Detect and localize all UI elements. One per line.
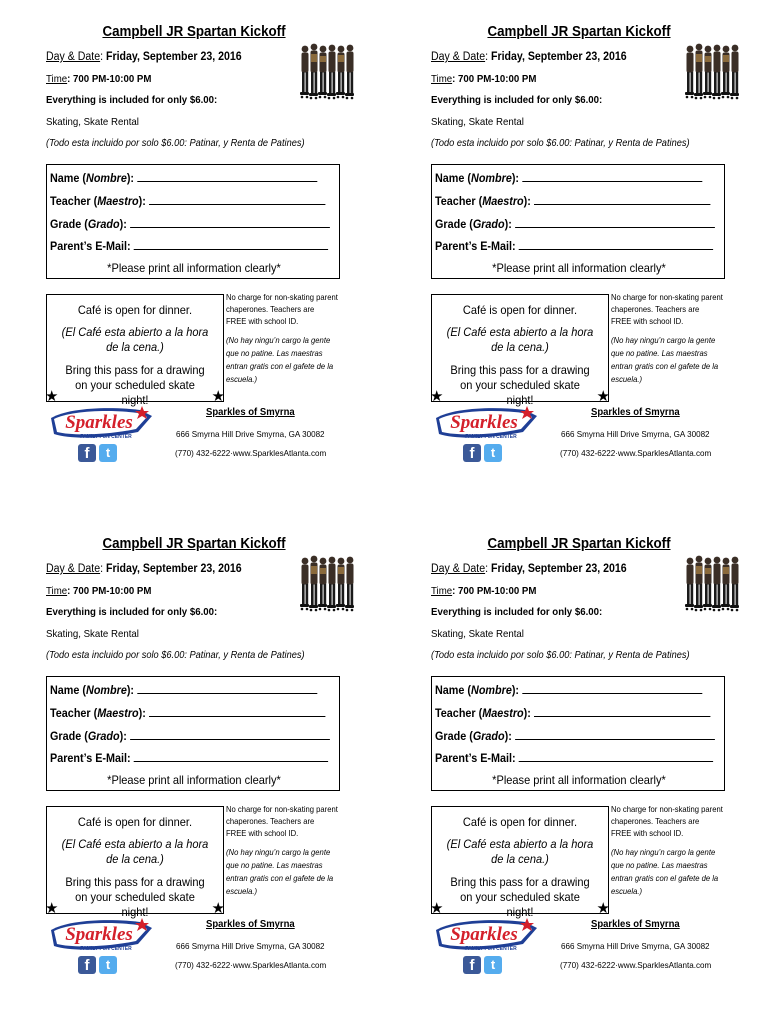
included-line: Everything is included for only $6.00: — [46, 606, 218, 618]
star-icon: ★ — [211, 388, 225, 405]
day-date-line: Day & Date: Friday, September 23, 2016 — [46, 51, 242, 63]
cafe-line-5: on your scheduled skate — [75, 378, 195, 392]
logo-text: Sparkles — [65, 412, 133, 433]
facebook-icon[interactable]: f — [78, 956, 96, 974]
cafe-line-6: night! — [506, 393, 534, 407]
no-charge-line-5: que no patine. Las maestras — [226, 860, 323, 870]
no-charge-line-1: No charge for non-skating parent — [226, 292, 338, 302]
name-label: Name ( — [50, 171, 87, 185]
name-blank[interactable] — [137, 684, 317, 694]
teacher-label: Teacher ( — [50, 194, 98, 208]
no-charge-line-7: escuela.) — [226, 374, 258, 384]
cafe-line-1: Café is open for dinner. — [462, 815, 578, 829]
cafe-line-1: Café is open for dinner. — [77, 303, 193, 317]
cafe-line-1: Café is open for dinner. — [462, 303, 578, 317]
day-date-label: Day & Date — [431, 563, 486, 575]
teacher-field[interactable]: Teacher (Maestro): — [50, 706, 325, 720]
twitter-icon[interactable]: t — [99, 956, 117, 974]
teacher-label: Teacher ( — [50, 706, 98, 720]
teacher-blank[interactable] — [149, 707, 325, 717]
no-charge-line-2: chaperones. Teachers are — [226, 816, 315, 826]
logo-subtext: FAMILY FUN CENTER — [465, 946, 517, 952]
cafe-line-6: night! — [121, 393, 149, 407]
day-value: Friday — [105, 563, 137, 575]
no-charge-line-3: FREE with school ID. — [226, 828, 299, 838]
no-charge-line-3: FREE with school ID. — [611, 316, 684, 326]
group-photo — [296, 552, 360, 616]
name-label-es: Nombre — [471, 683, 512, 697]
parent-email-field[interactable]: Parent’s E-Mail: — [435, 751, 713, 765]
cafe-box — [45, 294, 225, 407]
day-value: Friday — [490, 563, 522, 575]
day-date-line: Day & Date: Friday, September 23, 2016 — [431, 563, 627, 575]
cafe-line-1: Café is open for dinner. — [77, 815, 193, 829]
star-icon: ★ — [596, 900, 610, 917]
flyer-top-left — [46, 24, 386, 512]
name-label: Name ( — [435, 171, 472, 185]
day-value: Friday — [105, 51, 137, 63]
no-charge-line-1: No charge for non-skating parent — [611, 292, 723, 302]
teacher-field[interactable]: Teacher (Maestro): — [435, 706, 710, 720]
spanish-included-line: (Todo esta incluido por solo $6.00: Patinar, y Renta de Patines) — [431, 649, 690, 661]
no-charge-line-2: chaperones. Teachers are — [226, 304, 315, 314]
included-line: Everything is included for only $6.00: — [431, 606, 603, 618]
parent-email-field[interactable]: Parent’s E-Mail: — [435, 239, 713, 253]
date-value: , September 23, 2016 — [136, 51, 242, 63]
no-charge-line-2: chaperones. Teachers are — [611, 816, 700, 826]
facebook-icon[interactable]: f — [78, 444, 96, 462]
group-photo — [681, 40, 745, 104]
print-note: *Please print all information clearly* — [107, 261, 281, 275]
no-charge-line-1: No charge for non-skating parent — [226, 804, 338, 814]
teacher-label-es: Maestro — [97, 706, 139, 720]
grade-label: Grade ( — [435, 729, 473, 743]
cafe-line-2: (El Café esta abierto a la hora — [446, 837, 594, 851]
student-info-box — [46, 164, 340, 279]
no-charge-line-5: que no patine. Las maestras — [611, 348, 708, 358]
time-line — [46, 585, 151, 597]
no-charge-line-4: (No hay ningu’n cargo la gente — [226, 847, 331, 857]
sparkles-name: Sparkles of Smyrna — [591, 919, 680, 930]
name-blank[interactable] — [522, 172, 702, 182]
grade-label-es: Grado — [87, 729, 120, 743]
sparkles-phone-web[interactable]: (770) 432-6222·www.SparklesAtlanta.com — [175, 448, 327, 458]
grade-label-es: Grado — [472, 217, 505, 231]
sparkles-address: 666 Smyrna Hill Drive Smyrna, GA 30082 — [561, 429, 710, 439]
name-label-es: Nombre — [86, 683, 127, 697]
no-charge-line-6: entran gratis con el gafete de la — [226, 873, 334, 883]
print-note: *Please print all information clearly* — [492, 773, 666, 787]
flyer-title: Campbell JR Spartan Kickoff — [487, 536, 671, 552]
skating-line: Skating, Skate Rental — [431, 628, 524, 640]
skating-line: Skating, Skate Rental — [431, 116, 524, 128]
logo-text: Sparkles — [65, 924, 133, 945]
cafe-line-4: Bring this pass for a drawing — [65, 875, 205, 889]
parent-email-blank[interactable] — [519, 752, 713, 762]
no-charge-line-6: entran gratis con el gafete de la — [226, 361, 334, 371]
group-photo — [296, 40, 360, 104]
cafe-line-5: on your scheduled skate — [75, 890, 195, 904]
parent-email-label: Parent’s E-Mail — [435, 239, 513, 253]
no-charge-line-4: (No hay ningu’n cargo la gente — [226, 335, 331, 345]
parent-email-blank[interactable] — [134, 240, 328, 250]
cafe-line-4: Bring this pass for a drawing — [450, 363, 590, 377]
date-value: , September 23, 2016 — [521, 51, 627, 63]
sparkles-logo — [433, 404, 541, 444]
grade-blank[interactable] — [515, 218, 715, 228]
flyer-title: Campbell JR Spartan Kickoff — [102, 536, 286, 552]
included-line: Everything is included for only $6.00: — [431, 94, 603, 106]
time-label: Time — [431, 585, 453, 597]
logo-text: Sparkles — [450, 924, 518, 945]
time-line — [46, 73, 151, 85]
logo-subtext: FAMILY FUN CENTER — [80, 946, 132, 952]
print-note: *Please print all information clearly* — [492, 261, 666, 275]
day-date-line: Day & Date: Friday, September 23, 2016 — [431, 51, 627, 63]
student-info-box — [431, 164, 725, 279]
sparkles-phone-web[interactable]: (770) 432-6222·www.SparklesAtlanta.com — [560, 960, 712, 970]
sparkles-logo — [48, 404, 156, 444]
grade-blank[interactable] — [130, 218, 330, 228]
grade-label-es: Grado — [87, 217, 120, 231]
time-value: : 700 PM-10:00 PM — [452, 73, 537, 85]
sparkles-name: Sparkles of Smyrna — [206, 407, 295, 418]
time-label: Time — [431, 73, 453, 85]
no-charge-line-7: escuela.) — [611, 374, 643, 384]
name-blank[interactable] — [137, 172, 317, 182]
time-value: : 700 PM-10:00 PM — [67, 585, 152, 597]
teacher-field[interactable]: Teacher (Maestro): — [435, 194, 710, 208]
grade-label: Grade ( — [435, 217, 473, 231]
flyer-title: Campbell JR Spartan Kickoff — [102, 24, 286, 40]
grade-field[interactable]: Grade (Grado): — [435, 729, 715, 743]
spanish-included-line: (Todo esta incluido por solo $6.00: Patinar, y Renta de Patines) — [46, 137, 305, 149]
no-charge-line-7: escuela.) — [226, 886, 258, 896]
skating-line: Skating, Skate Rental — [46, 116, 139, 128]
star-icon: ★ — [45, 388, 59, 405]
no-charge-line-5: que no patine. Las maestras — [611, 860, 708, 870]
no-charge-line-4: (No hay ningu’n cargo la gente — [611, 335, 716, 345]
facebook-icon[interactable]: f — [463, 444, 481, 462]
parent-email-label: Parent’s E-Mail — [435, 751, 513, 765]
no-charge-line-7: escuela.) — [611, 886, 643, 896]
spanish-included-line: (Todo esta incluido por solo $6.00: Patinar, y Renta de Patines) — [431, 137, 690, 149]
no-charge-line-3: FREE with school ID. — [226, 316, 299, 326]
cafe-box — [430, 806, 610, 919]
cafe-line-3: de la cena.) — [106, 340, 164, 354]
teacher-blank[interactable] — [534, 707, 710, 717]
name-field[interactable]: Name (Nombre): — [435, 171, 702, 185]
grade-blank[interactable] — [515, 730, 715, 740]
date-value: , September 23, 2016 — [136, 563, 242, 575]
name-blank[interactable] — [522, 684, 702, 694]
name-label-es: Nombre — [471, 171, 512, 185]
teacher-label: Teacher ( — [435, 194, 483, 208]
sparkles-address: 666 Smyrna Hill Drive Smyrna, GA 30082 — [176, 941, 325, 951]
no-charge-line-5: que no patine. Las maestras — [226, 348, 323, 358]
flyer-bottom-left — [46, 536, 386, 1024]
teacher-blank[interactable] — [534, 195, 710, 205]
parent-email-field[interactable]: Parent’s E-Mail: — [50, 239, 328, 253]
time-value: : 700 PM-10:00 PM — [67, 73, 152, 85]
print-note: *Please print all information clearly* — [107, 773, 281, 787]
teacher-label-es: Maestro — [482, 194, 524, 208]
sparkles-name: Sparkles of Smyrna — [206, 919, 295, 930]
grade-label: Grade ( — [50, 729, 88, 743]
parent-email-label: Parent’s E-Mail — [50, 239, 128, 253]
sparkles-logo — [48, 916, 156, 956]
sparkles-logo — [433, 916, 541, 956]
star-icon: ★ — [596, 388, 610, 405]
cafe-line-5: on your scheduled skate — [460, 890, 580, 904]
time-label: Time — [46, 585, 68, 597]
sparkles-phone-web[interactable]: (770) 432-6222·www.SparklesAtlanta.com — [560, 448, 712, 458]
grade-field[interactable]: Grade (Grado): — [435, 217, 715, 231]
parent-email-field[interactable]: Parent’s E-Mail: — [50, 751, 328, 765]
parent-email-blank[interactable] — [519, 240, 713, 250]
flyer-bottom-right — [431, 536, 770, 1024]
included-line: Everything is included for only $6.00: — [46, 94, 218, 106]
name-field[interactable]: Name (Nombre): — [435, 683, 702, 697]
cafe-line-6: night! — [121, 905, 149, 919]
no-charge-line-2: chaperones. Teachers are — [611, 304, 700, 314]
grade-blank[interactable] — [130, 730, 330, 740]
name-field[interactable]: Name (Nombre): — [50, 683, 317, 697]
parent-email-label: Parent’s E-Mail — [50, 751, 128, 765]
cafe-line-4: Bring this pass for a drawing — [65, 363, 205, 377]
grade-field[interactable]: Grade (Grado): — [50, 729, 330, 743]
logo-subtext: FAMILY FUN CENTER — [465, 434, 517, 440]
skating-line: Skating, Skate Rental — [46, 628, 139, 640]
spanish-included-line: (Todo esta incluido por solo $6.00: Patinar, y Renta de Patines) — [46, 649, 305, 661]
star-icon: ★ — [211, 900, 225, 917]
cafe-line-4: Bring this pass for a drawing — [450, 875, 590, 889]
no-charge-line-6: entran gratis con el gafete de la — [611, 873, 719, 883]
cafe-line-6: night! — [506, 905, 534, 919]
logo-text: Sparkles — [450, 412, 518, 433]
grade-label: Grade ( — [50, 217, 88, 231]
day-date-line: Day & Date: Friday, September 23, 2016 — [46, 563, 242, 575]
no-charge-line-4: (No hay ningu’n cargo la gente — [611, 847, 716, 857]
name-field[interactable]: Name (Nombre): — [50, 171, 317, 185]
sparkles-address: 666 Smyrna Hill Drive Smyrna, GA 30082 — [176, 429, 325, 439]
teacher-label-es: Maestro — [97, 194, 139, 208]
day-value: Friday — [490, 51, 522, 63]
name-label: Name ( — [50, 683, 87, 697]
teacher-label: Teacher ( — [435, 706, 483, 720]
cafe-line-3: de la cena.) — [491, 852, 549, 866]
sparkles-name: Sparkles of Smyrna — [591, 407, 680, 418]
sparkles-address: 666 Smyrna Hill Drive Smyrna, GA 30082 — [561, 941, 710, 951]
twitter-icon[interactable]: t — [99, 444, 117, 462]
time-label: Time — [46, 73, 68, 85]
teacher-label-es: Maestro — [482, 706, 524, 720]
date-value: , September 23, 2016 — [521, 563, 627, 575]
twitter-icon[interactable]: t — [484, 956, 502, 974]
cafe-line-3: de la cena.) — [491, 340, 549, 354]
no-charge-line-6: entran gratis con el gafete de la — [611, 361, 719, 371]
flyer-title: Campbell JR Spartan Kickoff — [487, 24, 671, 40]
facebook-icon[interactable]: f — [463, 956, 481, 974]
grade-field[interactable]: Grade (Grado): — [50, 217, 330, 231]
time-line — [431, 585, 536, 597]
twitter-icon[interactable]: t — [484, 444, 502, 462]
cafe-line-2: (El Café esta abierto a la hora — [61, 837, 209, 851]
cafe-line-2: (El Café esta abierto a la hora — [61, 325, 209, 339]
no-charge-line-3: FREE with school ID. — [611, 828, 684, 838]
cafe-box — [45, 806, 225, 919]
teacher-blank[interactable] — [149, 195, 325, 205]
no-charge-line-1: No charge for non-skating parent — [611, 804, 723, 814]
parent-email-blank[interactable] — [134, 752, 328, 762]
star-icon: ★ — [45, 900, 59, 917]
name-label-es: Nombre — [86, 171, 127, 185]
cafe-line-2: (El Café esta abierto a la hora — [446, 325, 594, 339]
day-date-label: Day & Date — [46, 51, 101, 63]
teacher-field[interactable]: Teacher (Maestro): — [50, 194, 325, 208]
cafe-line-5: on your scheduled skate — [460, 378, 580, 392]
student-info-box — [46, 676, 340, 791]
cafe-box — [430, 294, 610, 407]
day-date-label: Day & Date — [46, 563, 101, 575]
student-info-box — [431, 676, 725, 791]
time-value: : 700 PM-10:00 PM — [452, 585, 537, 597]
flyer-top-right — [431, 24, 770, 512]
day-date-label: Day & Date — [431, 51, 486, 63]
name-label: Name ( — [435, 683, 472, 697]
star-icon: ★ — [430, 900, 444, 917]
group-photo — [681, 552, 745, 616]
grade-label-es: Grado — [472, 729, 505, 743]
sparkles-phone-web[interactable]: (770) 432-6222·www.SparklesAtlanta.com — [175, 960, 327, 970]
logo-subtext: FAMILY FUN CENTER — [80, 434, 132, 440]
cafe-line-3: de la cena.) — [106, 852, 164, 866]
time-line — [431, 73, 536, 85]
star-icon: ★ — [430, 388, 444, 405]
